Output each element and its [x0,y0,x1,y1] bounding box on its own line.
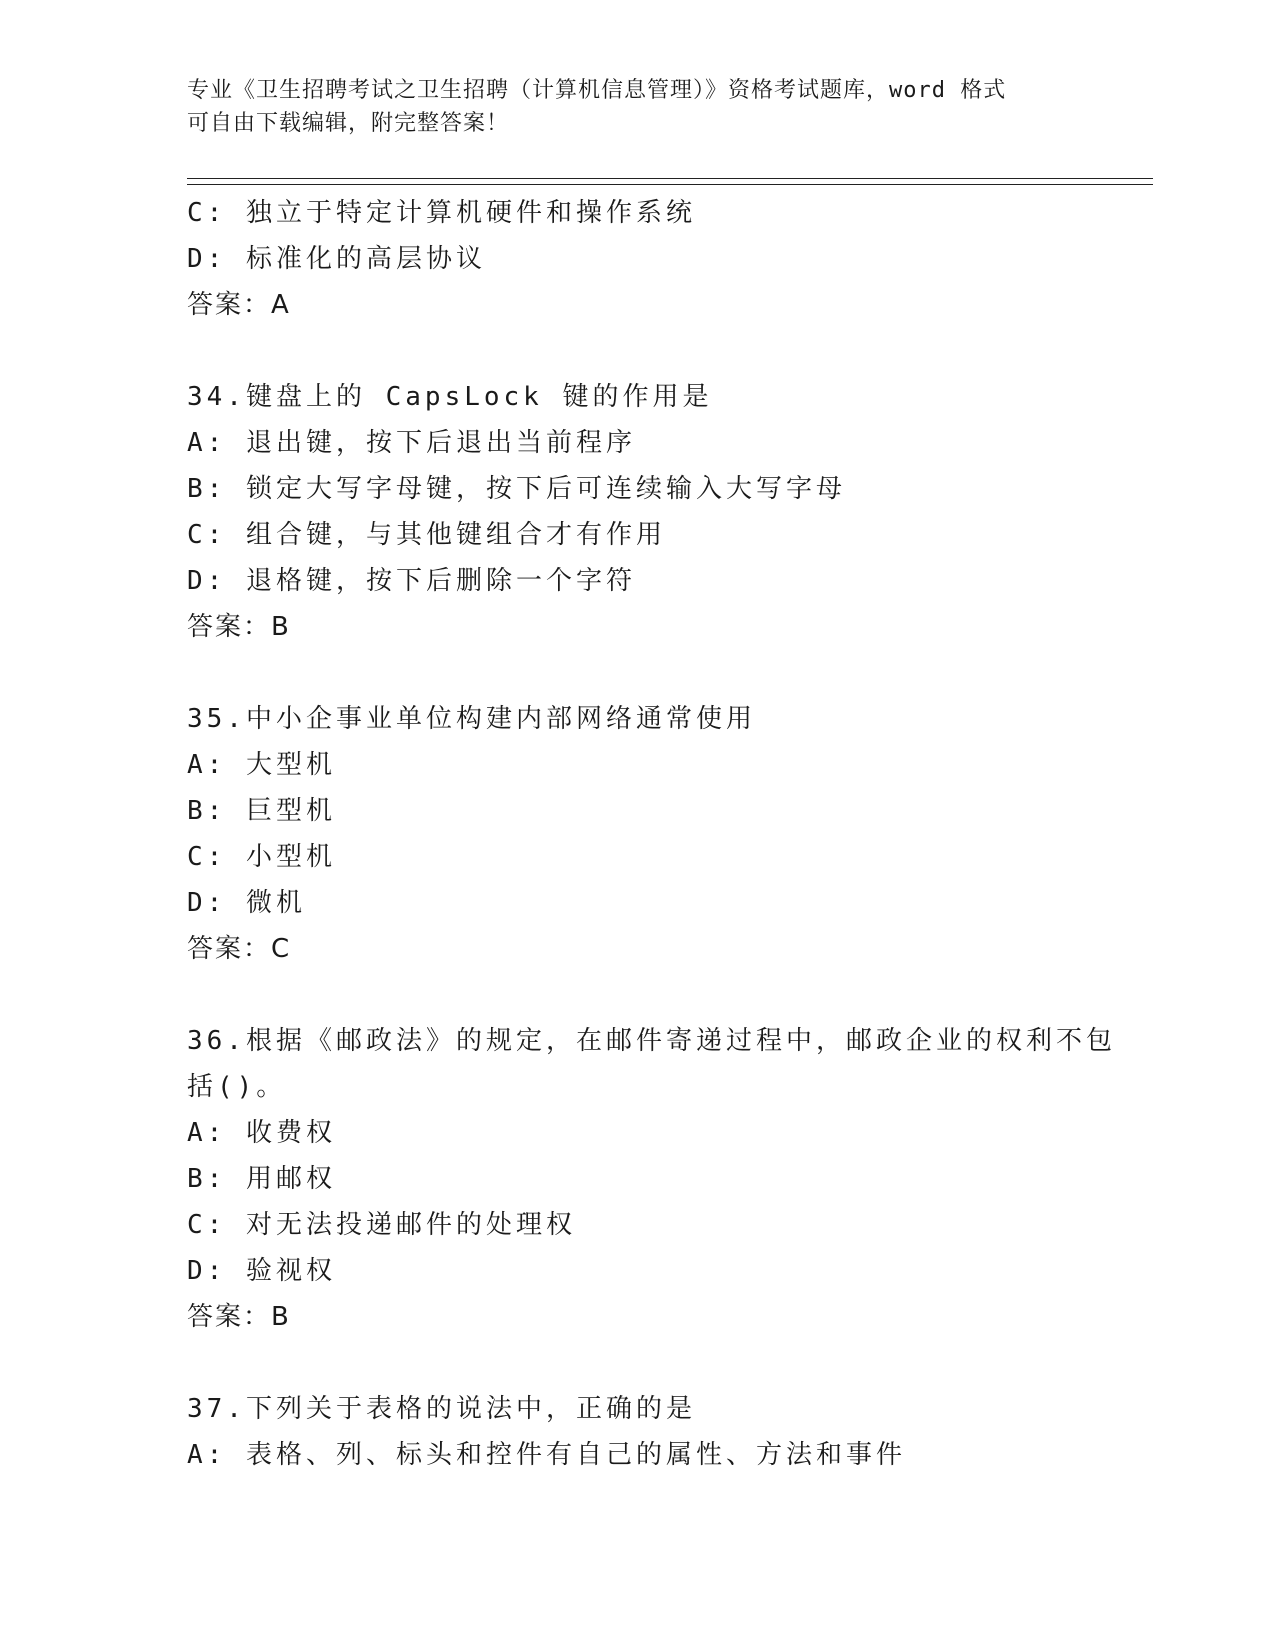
question-33-tail [187,190,1087,328]
answer-label: 答案：A [187,290,291,320]
answer-label: 答案：B [187,612,291,642]
spacer [187,1340,1087,1386]
question-36 [187,1018,1116,1340]
answer-label: 答案：B [187,1302,291,1332]
option-d: D: 标准化的高层协议 [187,244,486,274]
header-line-1: 专业《卫生招聘考试之卫生招聘（计算机信息管理）》资格考试题库，word 格式 [187,78,1007,103]
question-stem-line-1: 36.根据《邮政法》的规定，在邮件寄递过程中，邮政企业的权利不包 [187,1026,1116,1056]
spacer [187,328,1087,374]
spacer [187,972,1087,1018]
option-d: D: 退格键，按下后删除一个字符 [187,566,636,596]
question-35 [187,696,1087,972]
answer-label: 答案：C [187,934,292,964]
question-34 [187,374,1087,650]
option-c: C: 组合键，与其他键组合才有作用 [187,520,666,550]
header-divider-top [187,178,1153,179]
header-line-2: 可自由下载编辑，附完整答案！ [187,111,510,136]
document-header [187,74,1067,140]
option-a: A: 收费权 [187,1118,336,1148]
option-d: D: 微机 [187,888,306,918]
question-stem-line-2: 括()。 [187,1072,287,1102]
header-divider-bottom [187,184,1153,185]
option-c: C: 小型机 [187,842,336,872]
question-37 [187,1386,1087,1478]
question-stem: 35.中小企事业单位构建内部网络通常使用 [187,704,756,734]
option-c: C: 对无法投递邮件的处理权 [187,1210,576,1240]
question-list [187,190,1116,1478]
option-b: B: 锁定大写字母键，按下后可连续输入大写字母 [187,474,846,504]
option-c: C: 独立于特定计算机硬件和操作系统 [187,198,696,228]
option-b: B: 巨型机 [187,796,336,826]
question-stem: 37.下列关于表格的说法中，正确的是 [187,1394,696,1424]
option-a: A: 表格、列、标头和控件有自己的属性、方法和事件 [187,1440,906,1470]
spacer [187,650,1087,696]
option-d: D: 验视权 [187,1256,336,1286]
option-a: A: 退出键，按下后退出当前程序 [187,428,636,458]
question-stem: 34.键盘上的 CapsLock 键的作用是 [187,382,713,412]
option-a: A: 大型机 [187,750,336,780]
option-b: B: 用邮权 [187,1164,336,1194]
